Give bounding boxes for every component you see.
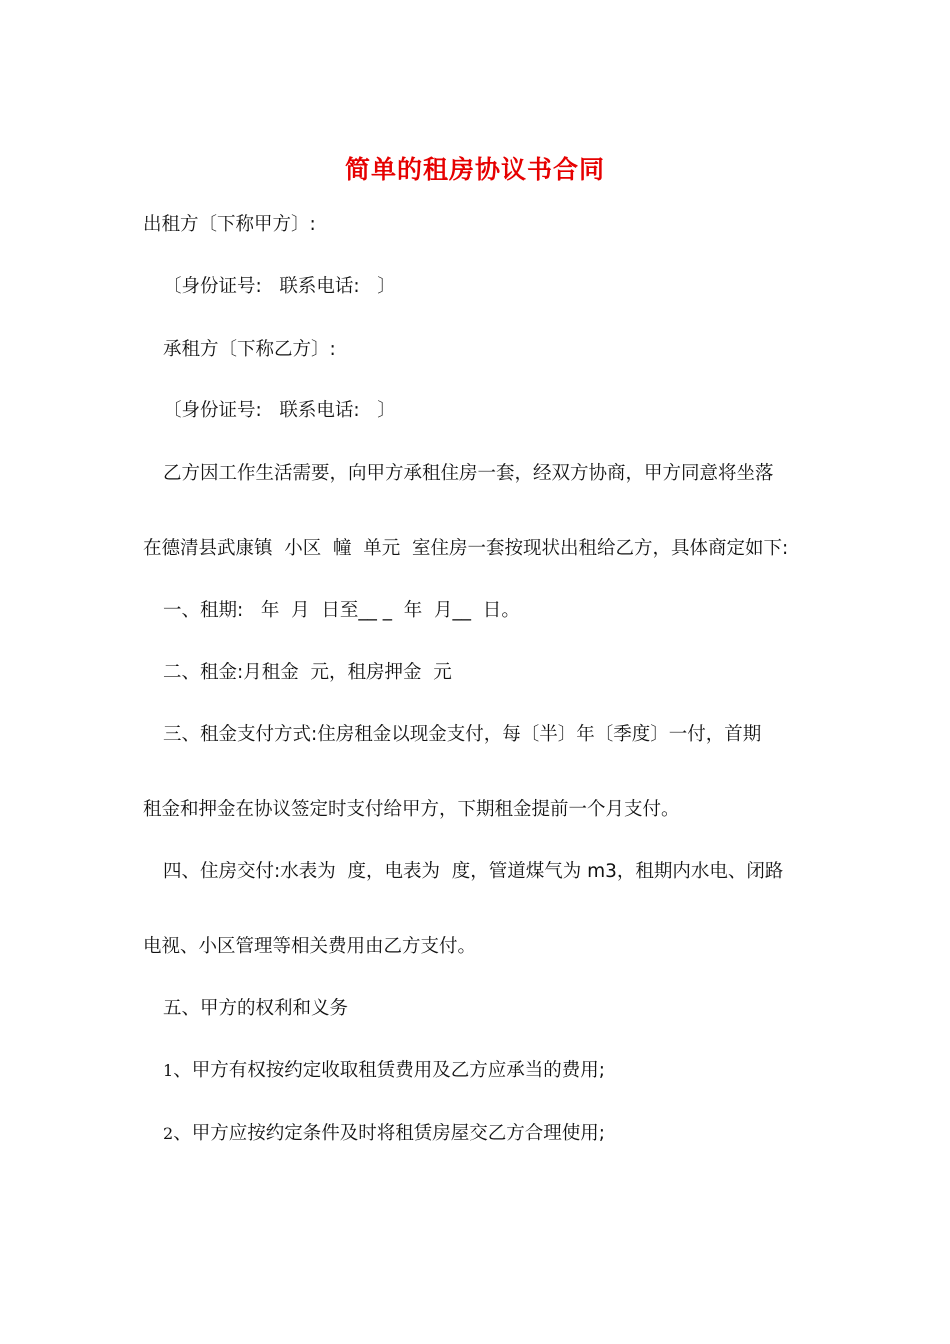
- clause-2-rent: 二、租金:月租金 元，租房押金 元: [163, 662, 452, 683]
- item-text: 、甲方有权按约定收取租赁费用及乙方应承当的费用;: [173, 1060, 605, 1081]
- clause-4-handover-line-2: 电视、小区管理等相关费用由乙方支付。: [143, 936, 477, 957]
- clause-4-handover-line-1: 四、住房交付:水表为 度，电表为 度，管道煤气为 m3，租期内水电、闭路: [163, 861, 784, 882]
- lessor-id-phone-line: 〔身份证号: 联系电话: 〕: [163, 276, 396, 297]
- clause-5-item-1: [163, 1058, 605, 1084]
- clause-5-item-2: [163, 1121, 605, 1147]
- clause-3-payment-line-1: 三、租金支付方式:住房租金以现金支付，每〔半〕年〔季度〕一付，首期: [163, 724, 762, 745]
- lessee-id-phone-line: 〔身份证号: 联系电话: 〕: [163, 400, 396, 421]
- item-text: 、甲方应按约定条件及时将租赁房屋交乙方合理使用;: [173, 1123, 605, 1144]
- item-number: 2: [163, 1124, 174, 1143]
- clause-1-term: 一、租期: 年 月 日至__ _ 年 月__ 日。: [163, 600, 520, 621]
- clause-5-heading: 五、甲方的权利和义务: [163, 998, 349, 1019]
- intro-paragraph-line-2: 在德清县武康镇 小区 幢 单元 室住房一套按现状出租给乙方，具体商定如下:: [143, 538, 789, 559]
- item-number: 1: [163, 1061, 174, 1080]
- clause-3-payment-line-2: 租金和押金在协议签定时支付给甲方，下期租金提前一个月支付。: [143, 799, 680, 820]
- lessor-line: 出租方〔下称甲方〕:: [143, 214, 316, 235]
- document-title: 简单的租房协议书合同: [344, 155, 605, 184]
- intro-paragraph-line-1: 乙方因工作生活需要，向甲方承租住房一套，经双方协商，甲方同意将坐落: [163, 463, 774, 484]
- lessee-line: 承租方〔下称乙方〕:: [163, 339, 336, 360]
